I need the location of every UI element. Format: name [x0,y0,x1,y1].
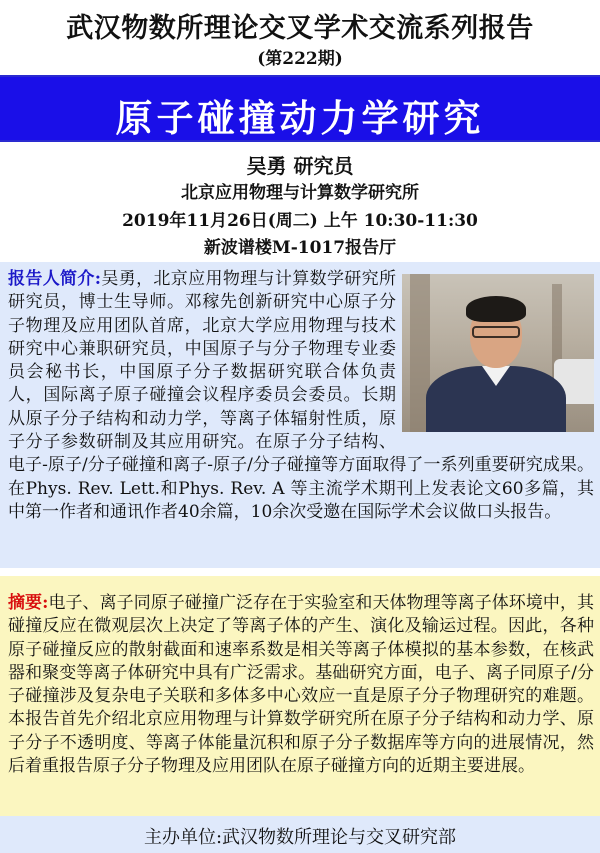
talk-venue: 新波谱楼M-1017报告厅 [203,238,397,258]
series-title: 武汉物数所理论交叉学术交流系列报告 [66,13,534,44]
bio-body: 吴勇，北京应用物理与计算数学研究所研究员，博士生导师。邓稼先创新研究中心原子分子物理及应用团队首席，北京大学应用物理与技术研究中心兼职研究员，中国原子与分子物理专业委员会秘书长，中国原子分子数据研究联合体负责人，国际离子原子碰撞会议程序委员会委员。长期从原子分子结构和动力学，等离子体辐射性质，原子分子参数研制及其应用研究。在原子分子结构、电子-原子/分子碰撞和离子-原子/分子碰撞等方面取得了一系列重要研究成果。在Phys. Rev. Lett.和Phys. Rev. A 等主流学术期刊上发表论文60多篇，其中第一作者和通讯作者40余篇，10余次受邀在国际学术会议做口头报告。 [8,269,594,522]
organizer: 主办单位:武汉物数所理论与交叉研究部 [143,827,457,848]
issue-number: (第222期) [257,49,343,69]
talk-info [0,142,600,262]
abstract-label: 摘要: [8,593,49,613]
poster-footer [0,816,600,853]
talk-title: 原子碰撞动力学研究 [115,97,485,140]
speaker-bio-section [0,262,600,568]
abstract-section [0,576,600,816]
speaker-affiliation: 北京应用物理与计算数学研究所 [181,183,419,203]
talk-datetime: 2019年11月26日(周二) 上午 10:30-11:30 [122,211,478,231]
poster-header [0,0,600,75]
speaker-bio [8,268,594,524]
title-banner [0,75,600,142]
abstract [8,592,594,778]
bio-label: 报告人简介: [8,269,102,289]
abstract-body: 电子、离子同原子碰撞广泛存在于实验室和天体物理等离子体环境中，其碰撞反应在微观层次上决定了等离子体的产生、演化及输运过程。因此，各种原子碰撞反应的散射截面和速率系数是相关等离子体模拟的基本参数，在核武器和聚变等离子体研究中具有广泛需求。基础研究方面，电子、离子同原子/分子碰撞涉及复杂电子关联和多体多中心效应一直是原子分子物理研究的难题。本报告首先介绍北京应用物理与计算数学研究所在原子分子结构和动力学、原子分子不透明度、等离子体能量沉积和原子分子数据库等方向的进展情况，然后着重报告原子分子物理及应用团队在原子碰撞方向的近期主要进展。 [8,593,595,777]
speaker-name: 吴勇 研究员 [246,154,354,178]
speaker-photo [402,274,594,432]
